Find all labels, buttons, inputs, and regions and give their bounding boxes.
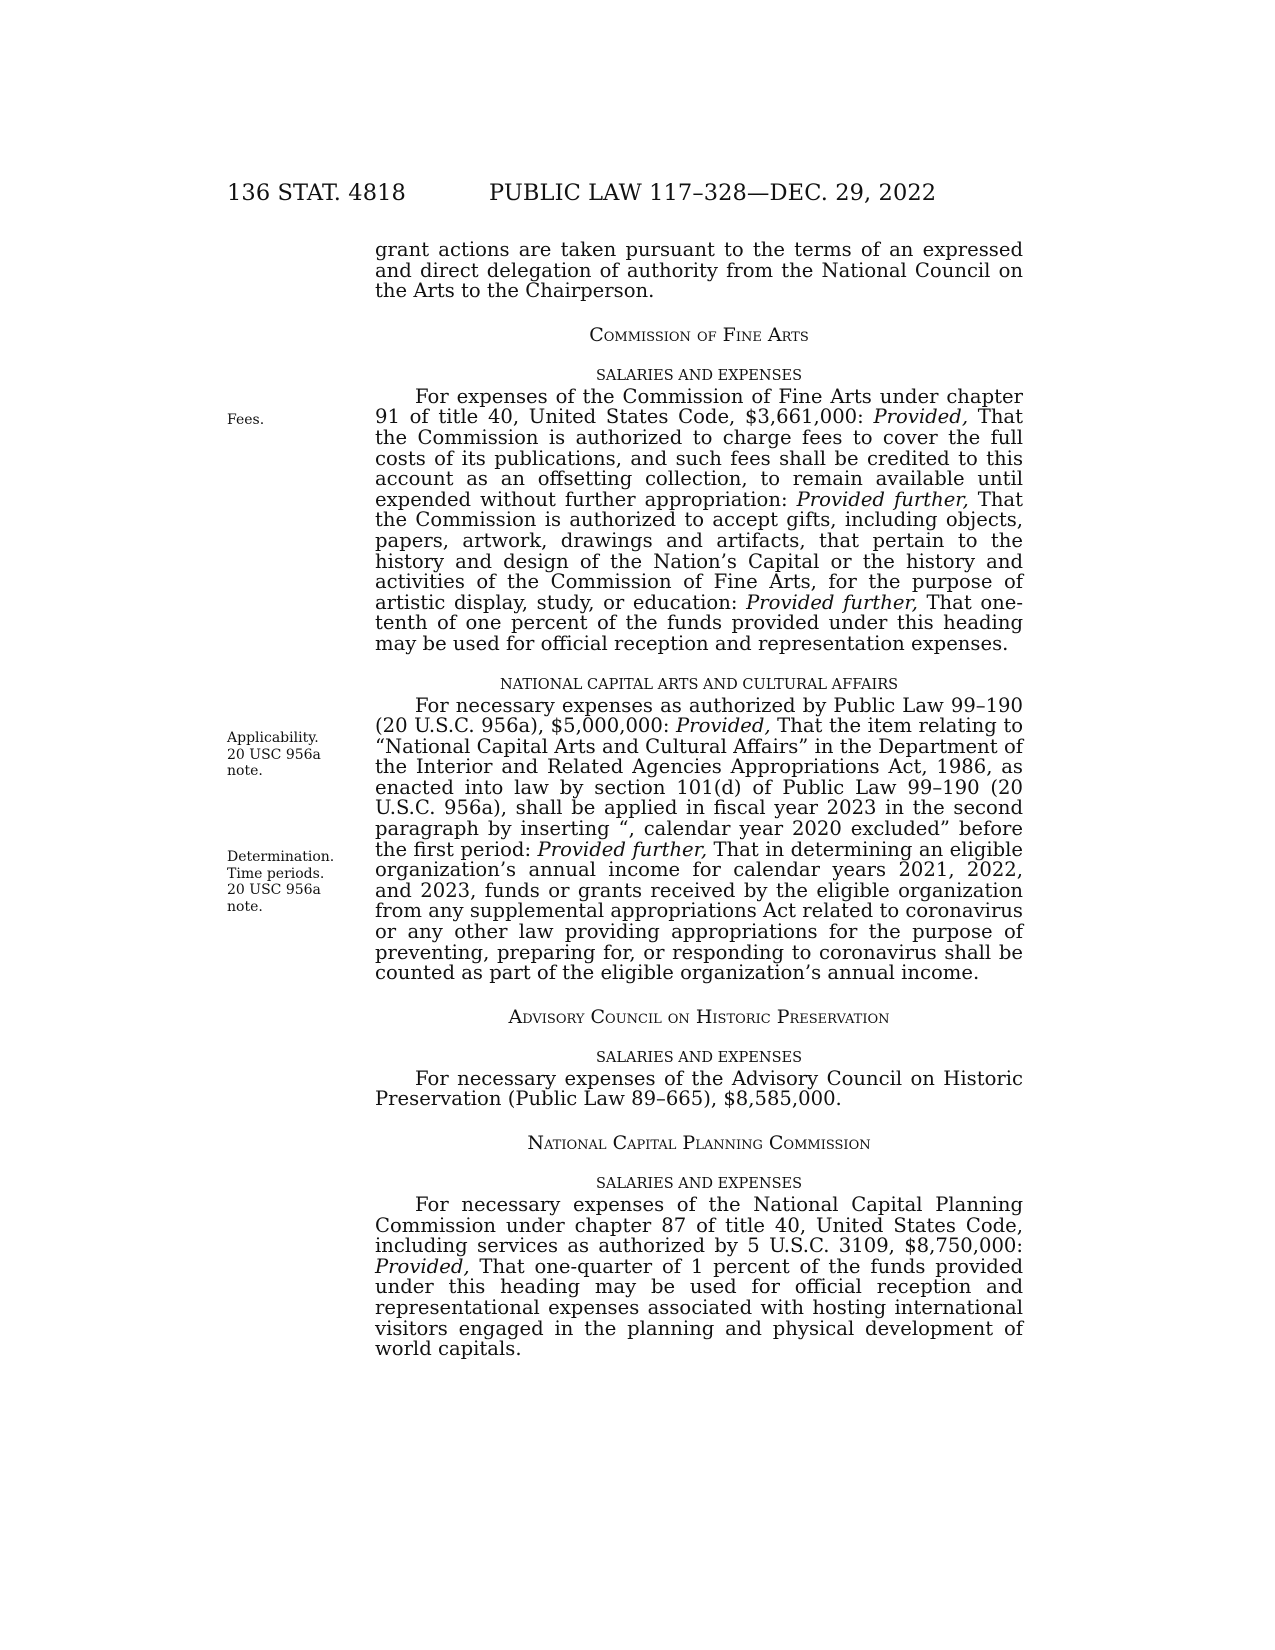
proviso-italic: Provided further,: [537, 837, 708, 861]
paragraph-run: That the item relating to “National Capital Arts and Cultural Affairs” in the Department of the Interior and Related Agencies Appropriations Act, 1986, as enacted into law by section 101(d) of Public Law 99–190 (20 U.S.C. 956a), shall be applied in fiscal year 2023 in the second paragraph by inserting “, calendar year 2020 excluded” before the first period:: [375, 714, 1023, 861]
section-paragraph: [375, 693, 1023, 985]
section-subheading: NATIONAL CAPITAL ARTS AND CULTURAL AFFAIRS: [499, 676, 899, 693]
paragraph-run: That one-quarter of 1 percent of the funds provided under this heading may be used for official reception and representational expenses associated with hosting international visitors engaged in the planning and physical development of world capitals.: [375, 1254, 1023, 1361]
section-subheading: SALARIES AND EXPENSES: [595, 1049, 803, 1066]
section-national-capital-planning: [375, 1132, 1023, 1360]
paragraph-run: For necessary expenses of the National Capital Planning Commission under chapter 87 of title 40, United States Code, including services as authorized by 5 U.S.C. 3109, $8,750,000:: [375, 1193, 1023, 1258]
paragraph-run: For necessary expenses as authorized by Public Law 99–190 (20 U.S.C. 956a), $5,000,000:: [375, 693, 1023, 738]
proviso-italic: Provided,: [873, 405, 969, 429]
proviso-italic: Provided further,: [796, 487, 969, 511]
section-subheading: SALARIES AND EXPENSES: [595, 367, 803, 384]
section-paragraph: [375, 1195, 1023, 1360]
section-heading: National Capital Planning Commission: [527, 1132, 871, 1154]
public-law-title: PUBLIC LAW 117–328—DEC. 29, 2022: [489, 180, 937, 206]
body-text: [375, 240, 1023, 1360]
stat-page-number: 136 STAT. 4818: [227, 180, 406, 206]
proviso-italic: Provided,: [676, 714, 771, 738]
margin-note-determination: Determination. Time periods. 20 USC 956a note.: [227, 849, 335, 915]
paragraph-run: For necessary expenses of the Advisory Council on Historic Preservation (Public Law 89–665), $8,585,000.: [375, 1066, 1023, 1111]
section-national-capital-arts: [375, 674, 1023, 984]
margin-note-fees: Fees.: [227, 412, 265, 428]
section-commission-of-fine-arts: [375, 324, 1023, 655]
paragraph-run: That the Commission is authorized to accept gifts, including objects, papers, artwork, drawings and artifacts, that pertain to the history and design of the Nation’s Capital or the history and activities of the Commission of Fine Arts, for the purpose of artistic display, study, or education:: [375, 487, 1023, 614]
section-paragraph: [375, 1066, 1023, 1111]
section-heading: Advisory Council on Historic Preservation: [508, 1005, 890, 1028]
section-heading: Commission of Fine Arts: [589, 323, 809, 346]
continuation-paragraph: grant actions are taken pursuant to the terms of an expressed and direct delegation of authority from the National Council on the Arts to the Chairperson.: [375, 238, 1023, 303]
paragraph-run: That one-tenth of one percent of the funds provided under this heading may be used for official reception and representation expenses.: [375, 590, 1023, 655]
proviso-italic: Provided,: [375, 1254, 470, 1278]
paragraph-run: For expenses of the Commission of Fine Arts under chapter 91 of title 40, United States Code, $3,661,000:: [375, 384, 1023, 429]
section-subheading: SALARIES AND EXPENSES: [595, 1176, 803, 1192]
paragraph-run: That the Commission is authorized to charge fees to cover the full costs of its publications, and such fees shall be credited to this account as an offsetting collection, to remain available until expended without further appropriation:: [375, 405, 1023, 511]
proviso-italic: Provided further,: [746, 590, 918, 614]
section-paragraph: [375, 384, 1023, 655]
margin-note-applicability: Applicability. 20 USC 956a note.: [227, 730, 321, 779]
section-advisory-council: [375, 1006, 1023, 1110]
paragraph-run: That in determining an eligible organization’s annual income for calendar years 2021, 2022, and 2023, funds or grants received by the eligible organization from any supplemental appropriations Act related to coronavirus or any other law providing appropriations for the purpose of preventing, preparing for, or responding to coronavirus shall be counted as part of the eligible organization’s annual income.: [375, 837, 1023, 985]
